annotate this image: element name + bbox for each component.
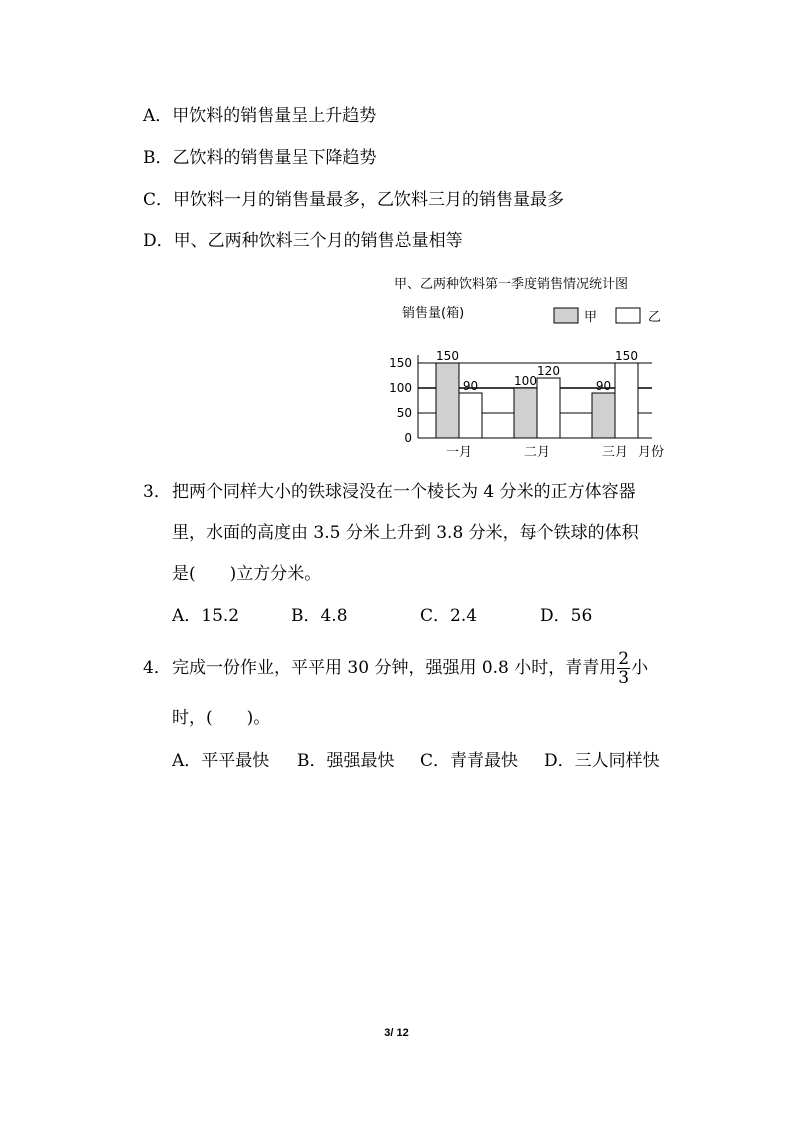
question-4-text: 完成一份作业，平平用 30 分钟，强强用 0.8 小时，青青用 <box>172 658 617 678</box>
bar <box>436 363 459 438</box>
fraction-denominator: 3 <box>618 668 630 688</box>
bar-value-label: 90 <box>462 379 479 393</box>
bar-value-label: 120 <box>537 364 560 378</box>
question-4-option-d: D．三人同样快 <box>544 751 660 771</box>
bar-value-label: 90 <box>595 379 612 393</box>
bar-chart <box>370 268 680 468</box>
bar <box>592 393 615 438</box>
question-4-option-c: C．青青最快 <box>420 751 519 771</box>
bar <box>537 378 560 438</box>
question-3-number: 3． <box>143 482 171 502</box>
bar-value-label: 150 <box>615 349 638 363</box>
legend-swatch-jia <box>554 308 578 323</box>
question-3-line-2: 里，水面的高度由 3.5 分米上升到 3.8 分米，每个铁球的体积 <box>172 523 639 543</box>
question-4-number: 4． <box>143 658 171 678</box>
option-c: C．甲饮料一月的销售量最多，乙饮料三月的销售量最多 <box>143 190 565 210</box>
option-letter: A <box>143 106 156 126</box>
x-tick-label: 二月 <box>523 445 551 460</box>
question-4-line-1 <box>172 648 648 688</box>
y-tick-label: 50 <box>396 406 412 420</box>
chart-title: 甲、乙两种饮料第一季度销售情况统计图 <box>394 277 629 292</box>
fraction-numerator: 2 <box>618 649 630 669</box>
chart-bars <box>436 349 638 438</box>
legend-label-yi: 乙 <box>648 310 662 325</box>
option-text: 甲饮料的销售量呈上升趋势 <box>172 106 377 126</box>
option-text: 甲饮料一月的销售量最多，乙饮料三月的销售量最多 <box>173 190 565 210</box>
question-3-option-c: C．2.4 <box>420 606 478 626</box>
option-letter: C <box>143 190 157 210</box>
option-d: D．甲、乙两种饮料三个月的销售总量相等 <box>143 231 463 251</box>
y-tick-label: 150 <box>389 356 412 370</box>
x-tick-label: 一月 <box>445 445 473 460</box>
bar <box>615 363 638 438</box>
option-letter: B <box>143 148 156 168</box>
question-3-option-a: A．15.2 <box>172 606 240 626</box>
option-a: A．甲饮料的销售量呈上升趋势 <box>143 106 377 126</box>
y-axis-label: 销售量(箱) <box>402 306 465 321</box>
bar-value-label: 150 <box>436 349 459 363</box>
option-text: 甲、乙两种饮料三个月的销售总量相等 <box>173 231 463 251</box>
question-3-option-b: B．4.8 <box>291 606 348 626</box>
bar <box>514 388 537 438</box>
fraction <box>617 650 630 687</box>
option-text: 乙饮料的销售量呈下降趋势 <box>172 148 377 168</box>
question-3-line-3: 是( )立方分米。 <box>172 564 322 584</box>
page-number: 3/ 12 <box>384 1027 409 1039</box>
question-4-option-b: B．强强最快 <box>297 751 395 771</box>
question-3-line-1: 把两个同样大小的铁球浸没在一个棱长为 4 分米的正方体容器 <box>172 482 636 502</box>
question-4-line-2: 时，( )。 <box>172 708 271 728</box>
bar <box>459 393 482 438</box>
x-tick-label: 三月 <box>601 445 629 460</box>
y-tick-label: 0 <box>404 431 412 445</box>
question-4-option-a: A．平平最快 <box>172 751 270 771</box>
question-4-text-tail: 小 <box>631 658 649 678</box>
question-3-option-d: D．56 <box>540 606 593 626</box>
option-letter: D <box>143 231 157 251</box>
y-tick-label: 100 <box>389 381 412 395</box>
option-b: B．乙饮料的销售量呈下降趋势 <box>143 148 377 168</box>
x-axis-label: 月份 <box>638 445 665 460</box>
legend-swatch-yi <box>616 308 640 323</box>
bar-value-label: 100 <box>514 374 537 388</box>
legend-label-jia: 甲 <box>584 310 598 325</box>
